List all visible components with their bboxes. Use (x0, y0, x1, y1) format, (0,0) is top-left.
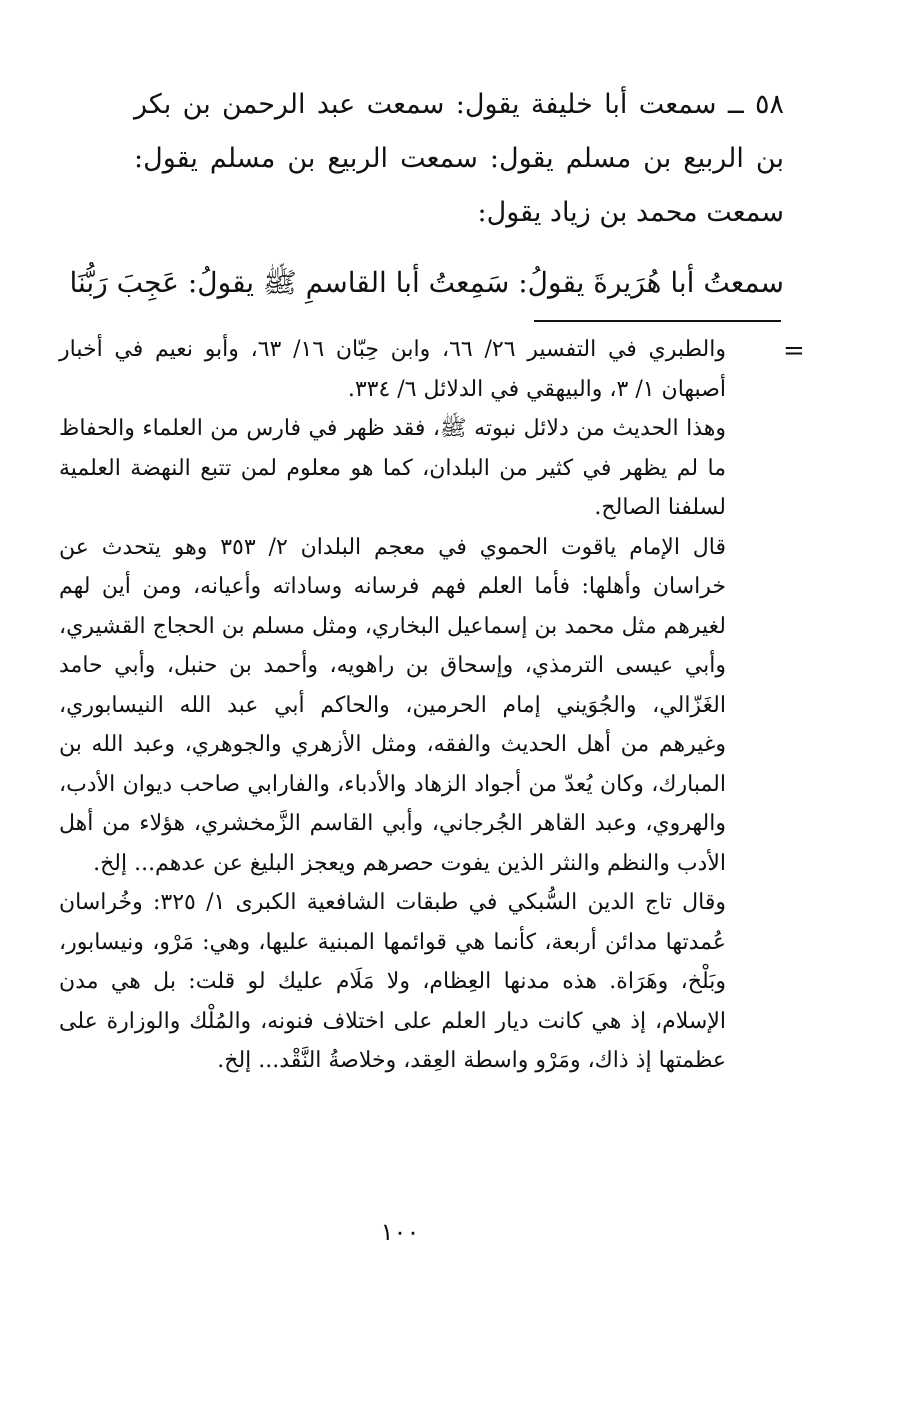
footnote-paragraph-yaqut: قال الإمام ياقوت الحموي في معجم البلدان ٢/ ٣٥٣ وهو يتحدث عن خراسان وأهلها: فأما العلم فهم فرسانه وساداته وأعيانه، ومن أين لهم لغيرهم مثل محمد بن إسماعيل البخاري، ومثل مسلم بن الحجاج القشيري، وأبي عيسى الترمذي، وإسحاق بن راهويه، وأحمد بن حنبل، وأبي حامد الغَزّالي، والجُوَيني إمام الحرمين، والحاكم أبي عبد الله النيسابوري، وغيرهم من أهل الحديث والفقه، ومثل الأزهري والجوهري، وعبد الله بن المبارك، وكان يُعدّ من أجواد الزهاد والأدباء، والفارابي صاحب ديوان الأدب، والهروي، وعبد القاهر الجُرجاني، وأبي القاسم الزَّمخشري، هؤلاء من أهل الأدب والنظم والنثر الذين يفوت حصرهم ويعجز البليغ عن عدهم... إلخ. (59, 534, 727, 876)
hadith-quote-line: سمعتُ أبا هُرَيرةَ يقولُ: سَمِعتُ أبا القاسمِ ﷺ يقولُ: عَجِبَ رَبُّنَا (69, 266, 784, 299)
page-number: ١٠٠ (380, 1218, 420, 1246)
footnotes (59, 330, 726, 1081)
footnote-separator (534, 320, 781, 322)
main-text (69, 78, 784, 310)
footnote-paragraph-prophecy: وهذا الحديث من دلائل نبوته ﷺ، فقد ظهر في فارس من العلماء والحفاظ ما لم يظهر في كثير من البلدان، كما هو معلوم لمن تتبع النهضة العلمية لسلفنا الصالح. (59, 416, 726, 520)
footnote-paragraph-references: والطبري في التفسير ٢٦/ ٦٦، وابن حِبّان ١٦/ ٦٣، وأبو نعيم في أخبار أصبهان ١/ ٣، والبيهقي في الدلائل ٦/ ٣٣٤. (59, 337, 726, 402)
footnote-paragraph-subki: وقال تاج الدين السُّبكي في طبقات الشافعية الكبرى ١/ ٣٢٥: وخُراسان عُمدتها مدائن أربعة، كأنما هي قوائمها المبنية عليها، وهي: مَرْو، ونيسابور، وبَلْخ، وهَرَاة. هذه مدنها العِظام، ولا مَلَام عليك لو قلت: بل هي مدن الإسلام، إذ هي كانت ديار العلم على اختلاف فنونه، والمُلْك والوزارة على عظمتها إذ ذاك، ومَرْو واسطة العِقد، وخلاصةُ النَّقْد... إلخ. (59, 890, 726, 1073)
hadith-58-chain: ٥٨ ــ سمعت أبا خليفة يقول: سمعت عبد الرحمن بن بكر بن الربيع بن مسلم يقول: سمعت الربيع بن مسلم يقول: سمعت محمد بن زياد يقول: (134, 89, 784, 228)
footnote-continuation-mark: = (783, 336, 805, 366)
